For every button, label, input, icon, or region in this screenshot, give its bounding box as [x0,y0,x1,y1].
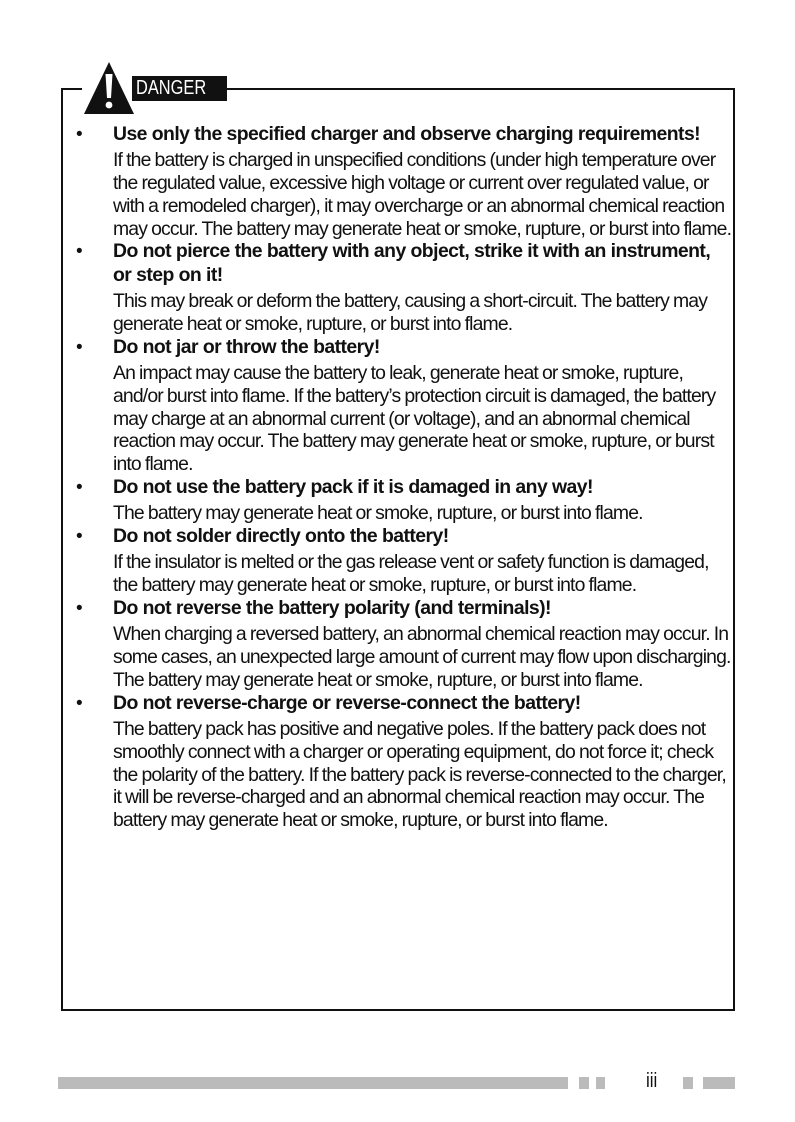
danger-label [132,76,227,101]
bullet: • [76,124,83,145]
item-heading: Do not reverse-charge or reverse-connect the battery! [113,691,581,714]
list-item [72,336,732,476]
list-item [72,692,732,832]
item-text: If the battery is charged in unspecified conditions (under high temperature over the regulated value, excessive high voltage or current over regulated value, or with a remodeled charger), it may overcharge or an abnormal chemical reaction may occur. The battery may generate heat or smoke, rupture, or burst into flame. [113,149,732,240]
item-heading: Do not solder directly onto the battery! [113,525,449,548]
list-item [72,597,732,692]
item-text: The battery pack has positive and negative poles. If the battery pack does not smoothly connect with a charger or operating equipment, do not force it; check the polarity of the battery. If the battery pack is reverse-connected to the charger, it will be reverse-charged and an abnormal chemical reaction may occur. The battery may generate heat or smoke, rupture, or burst into flame. [113,717,726,832]
list-item [72,476,732,525]
bullet: • [76,241,83,263]
footer-block [683,1077,693,1089]
list-item [72,123,732,240]
danger-label-text: DANGER [136,77,207,99]
item-text: If the insulator is melted or the gas release vent or safety function is damaged, the battery may generate heat or smoke, rupture, or burst into flame. [113,551,709,597]
footer-block [596,1077,605,1089]
item-text: The battery may generate heat or smoke, rupture, or burst into flame. [113,502,643,525]
bullet: • [76,692,83,714]
item-text: An impact may cause the battery to leak, generate heat or smoke, rupture, and/or burst into flame. If the battery’s protection circuit is damaged, the battery may charge at an abnormal current (or voltage), and an abnormal chemical reaction may occur. The battery may generate heat or smoke, rupture, or burst into flame. [113,361,716,476]
footer-block [579,1077,589,1089]
item-heading: Do not reverse the battery polarity (and terminals)! [113,596,551,619]
list-item [72,240,732,335]
bullet: • [76,597,83,619]
page-number: iii [646,1070,658,1092]
item-text: This may break or deform the battery, causing a short-circuit. The battery may generate heat or smoke, rupture, or burst into flame. [113,290,708,335]
footer-bar-short [703,1077,735,1089]
bullet: • [76,336,83,358]
item-text: When charging a reversed battery, an abnormal chemical reaction may occur. In some cases, an unexpected large amount of current may flow upon discharging. The battery may generate heat or smoke, rupture, or burst into flame. [113,623,731,691]
bullet: • [76,526,83,548]
item-heading: Do not use the battery pack if it is damaged in any way! [113,475,593,498]
item-heading: Do not jar or throw the battery! [113,335,380,358]
bullet: • [76,476,83,498]
warning-triangle-icon [82,60,136,116]
item-heading: Use only the specified charger and observe charging requirements! [113,123,701,145]
item-heading: Do not pierce the battery with any object, strike it with an instrument, or step on it! [113,240,711,286]
danger-list [72,123,732,832]
list-item [72,525,732,597]
footer-bar-long [58,1077,568,1089]
